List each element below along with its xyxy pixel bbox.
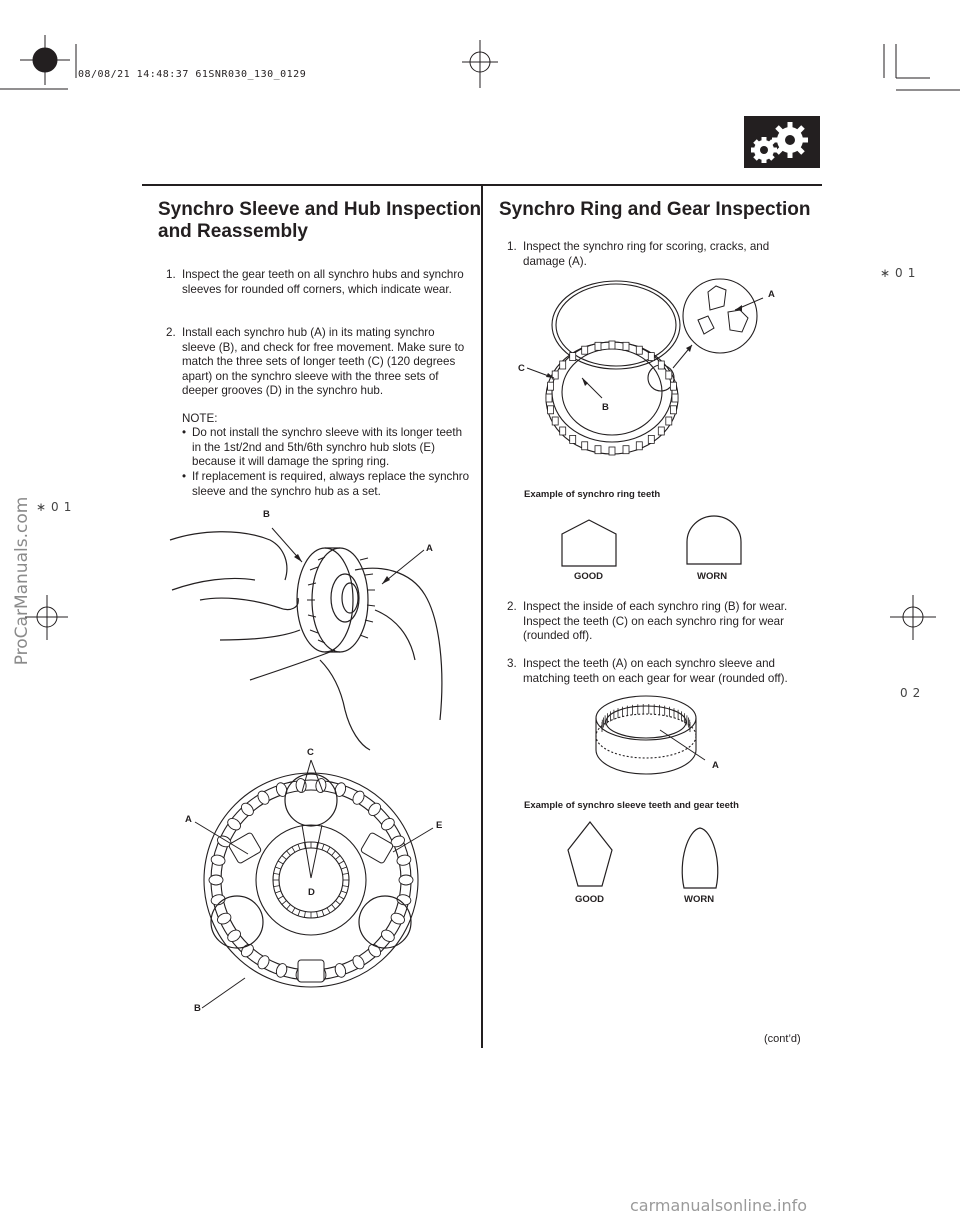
right-step-2 [507, 600, 807, 644]
column-divider [481, 186, 483, 1048]
ring-tooth [548, 406, 554, 414]
ring-tooth [670, 382, 676, 390]
ring-label-b: B [602, 402, 609, 413]
hub-spline [287, 905, 291, 910]
hub-tooth [351, 789, 367, 806]
ring-tooth [623, 342, 629, 350]
ring-tooth [670, 406, 676, 414]
hub-tooth [379, 816, 396, 832]
registration-crosshair-top [462, 40, 498, 88]
ring-tooth [609, 341, 615, 349]
step-number: 2. [166, 326, 176, 339]
ring-tooth [648, 353, 654, 361]
fig2-label-b: B [194, 1003, 201, 1014]
ring-label-c: C [518, 363, 525, 374]
step-number: 1. [507, 240, 517, 253]
hub-spline [341, 891, 347, 893]
sleeve-tooth-good-shape [564, 820, 618, 890]
hub-tooth [209, 875, 223, 885]
figure-hub-in-sleeve-hands [160, 510, 460, 750]
fig2-label-d: D [308, 887, 315, 898]
step-text: Inspect the gear teeth on all synchro hubs and synchro sleeves for rounded off corners, which indicate wear. [182, 268, 464, 296]
ring-tooth-worn-shape [685, 516, 745, 568]
sleeve-label-a: A [712, 760, 719, 771]
ring-tooth [623, 446, 629, 454]
step-number: 2. [507, 600, 517, 613]
hub-spline [278, 861, 283, 864]
hub-spline [317, 912, 318, 918]
ring-label-a: A [768, 289, 775, 300]
hub-spline [274, 886, 280, 887]
ring-tooth [672, 394, 678, 402]
hub-spline [275, 867, 281, 869]
hub-tooth [256, 789, 272, 806]
note-label: NOTE: [182, 412, 218, 425]
hub-tooth [366, 942, 383, 959]
hub-tooth [225, 928, 242, 944]
hub-spline [336, 901, 341, 905]
print-timestamp: 08/08/21 14:48:37 61SNR030_130_0129 [78, 69, 307, 80]
hub-spline [339, 896, 344, 899]
hub-spline [274, 873, 280, 874]
right-step-3 [507, 657, 807, 686]
watermark-bottom: carmanualsonline.info [630, 1196, 808, 1215]
step-text: Inspect the synchro ring for scoring, cracks, and damage (A). [523, 240, 770, 268]
note-text: If replacement is required, always replace the synchro sleeve and the synchro hub as a set. [192, 470, 470, 498]
margin-mark-right-1: ∗01 [880, 266, 921, 280]
fig2-label-a: A [185, 814, 192, 825]
margin-mark-right-2: 02 [900, 686, 926, 700]
hub-spline [332, 851, 336, 856]
figure-synchro-ring [530, 280, 770, 480]
hub-spline [341, 867, 347, 869]
ring-tooth [636, 442, 642, 450]
sleeve-figure-caption: Example of synchro sleeve teeth and gear teeth [524, 800, 739, 811]
hub-spline [282, 856, 287, 860]
ring-worn-label: WORN [697, 571, 728, 582]
hub-spline [327, 908, 330, 913]
hub-spline [278, 896, 283, 899]
ring-tooth [548, 382, 554, 390]
gears-icon [744, 116, 820, 168]
step-text: Install each synchro hub (A) in its mating synchro sleeve (B), and check for free movement. Make sure to match the three sets of longer teeth (C) (120 degrees apart) on the synchro sleeve with the three sets of deeper grooves (D) in the synchro hub. [182, 326, 465, 398]
hub-tooth [379, 928, 396, 944]
note-item-2 [182, 470, 472, 499]
hub-tooth [333, 962, 347, 978]
step-text: Inspect the inside of each synchro ring (B) for wear. Inspect the teeth (C) on each synchro ring for wear (rounded off). [523, 600, 788, 643]
section-title-synchro-sleeve: Synchro Sleeve and Hub Inspection and Reassembly [158, 199, 482, 242]
ring-tooth [666, 371, 672, 379]
ring-tooth [582, 442, 588, 450]
ring-tooth [570, 353, 576, 361]
hub-spline [298, 910, 300, 916]
sleeve-tooth-worn-shape [678, 826, 728, 896]
hub-tooth [239, 801, 256, 818]
left-step-1 [166, 268, 466, 297]
hub-tooth [225, 816, 242, 832]
ring-tooth [666, 417, 672, 425]
right-step-1 [507, 240, 807, 269]
hub-tooth [216, 911, 233, 926]
hub-spline [298, 844, 300, 850]
hub-spline [327, 847, 330, 852]
crop-corner-top-right [884, 44, 960, 90]
ring-tooth [570, 435, 576, 443]
hub-spline [332, 905, 336, 910]
registration-crosshair-right [890, 595, 936, 640]
ring-figure-caption: Example of synchro ring teeth [524, 489, 661, 500]
ring-tooth [595, 342, 601, 350]
ring-good-label: GOOD [574, 571, 604, 582]
hub-spline [343, 873, 349, 874]
margin-mark-left-1: ∗01 [36, 500, 77, 514]
fig1-label-a: A [426, 543, 433, 554]
continued-note: (cont’d) [764, 1033, 801, 1045]
ring-tooth [546, 394, 552, 402]
ring-tooth [658, 361, 664, 369]
fig1-label-b: B [263, 509, 270, 520]
section-title-synchro-ring: Synchro Ring and Gear Inspection [499, 199, 811, 220]
ring-tooth [609, 447, 615, 455]
note-item-1 [182, 426, 472, 470]
registration-target-top-left [0, 35, 76, 89]
hub-spline [339, 861, 344, 864]
ring-tooth [636, 346, 642, 354]
hub-spline [275, 891, 281, 893]
note-text: Do not install the synchro sleeve with its longer teeth in the 1st/2nd and 5th/6th synchro hub slots (E) because it will damage the spring ring. [192, 426, 463, 469]
ring-tooth [648, 435, 654, 443]
ring-tooth [582, 346, 588, 354]
sleeve-worn-label: WORN [684, 894, 715, 905]
hub-tooth [275, 781, 289, 797]
ring-tooth [552, 417, 558, 425]
hub-spline [282, 901, 287, 905]
figure-synchro-sleeve [590, 692, 730, 792]
hub-tooth [389, 911, 406, 926]
hub-tooth [399, 875, 413, 885]
fig2-label-c: C [307, 747, 314, 758]
hub-tooth [275, 962, 289, 978]
watermark-side: ProCarManuals.com [12, 496, 32, 666]
ring-tooth [560, 361, 566, 369]
ring-tooth [560, 427, 566, 435]
left-step-2 [166, 326, 466, 399]
bullet: • [182, 426, 187, 439]
hub-tooth [351, 954, 367, 971]
ring-tooth [595, 446, 601, 454]
step-text: Inspect the teeth (A) on each synchro sleeve and matching teeth on each gear for wear (rounded off). [523, 657, 788, 685]
hub-spline [343, 886, 349, 887]
step-number: 3. [507, 657, 517, 670]
hub-tooth [333, 781, 347, 797]
ring-tooth [658, 427, 664, 435]
sleeve-good-label: GOOD [575, 894, 605, 905]
hub-tooth [256, 954, 272, 971]
hub-spline [304, 912, 305, 918]
step-number: 1. [166, 268, 176, 281]
hub-spline [322, 844, 324, 850]
hub-tooth [239, 942, 256, 959]
bullet: • [182, 470, 187, 483]
hub-tooth [366, 801, 383, 818]
hub-spline [287, 851, 291, 856]
ring-tooth-good-shape [560, 518, 620, 570]
hub-spline [336, 856, 341, 860]
hub-spline [292, 908, 295, 913]
hub-spline [292, 847, 295, 852]
fig2-label-e: E [436, 820, 443, 831]
hub-spline [322, 910, 324, 916]
